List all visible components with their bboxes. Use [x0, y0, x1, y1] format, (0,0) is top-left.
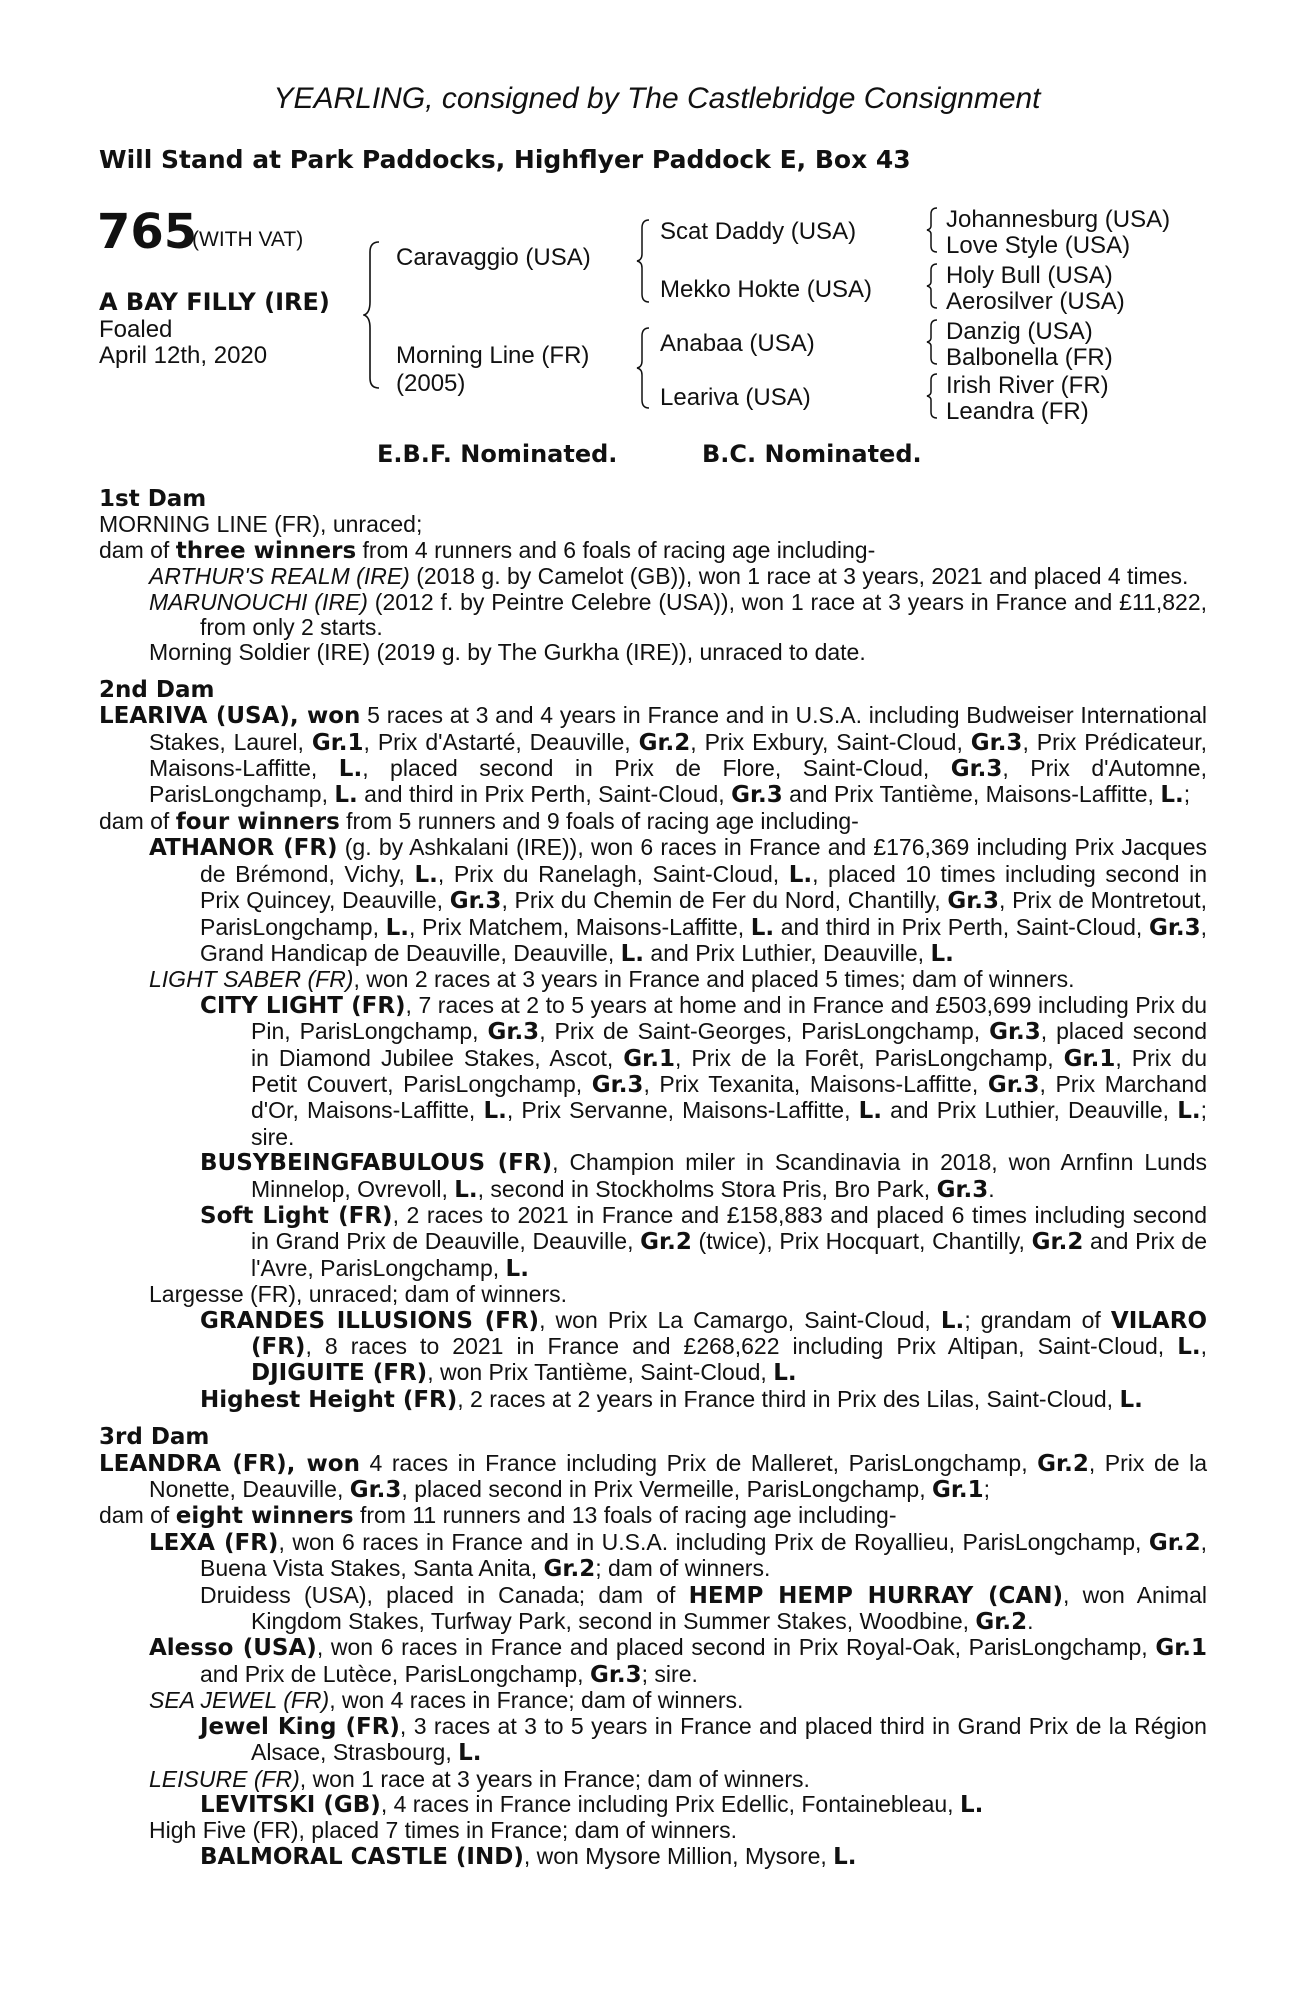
pedigree-dam-sire: Anabaa (USA) [660, 330, 815, 357]
produce-entry: BUSYBEINGFABULOUS (FR), Champion miler in Scandinavia in 2018, won Arnfinn Lunds Minnelop, Ovrevoll, L., second in Stockholms Stora Pris, Bro Park, Gr.3. [200, 1149, 1207, 1203]
second-dam-record: LEARIVA (USA), won 5 races at 3 and 4 years in France and in U.S.A. including Budweiser International Stakes, Laurel, Gr.1, Prix d'Astarté, Deauville, Gr.2, Prix Exbury, Saint-Cloud, Gr.3, Prix Prédicateur, Maisons-Laffitte, L., placed second in Prix de Flore, Saint-Cloud, Gr.3, Prix d'Automne, ParisLongchamp, L. and third in Prix Perth, Saint-Cloud, Gr.3 and Prix Tantième, Maisons-Laffitte, L.; [99, 702, 1207, 809]
pedigree-g3: Holy Bull (USA) [946, 262, 1113, 289]
first-dam-name: MORNING LINE (FR), unraced; [99, 511, 423, 538]
second-dam-heading: 2nd Dam [99, 676, 215, 703]
pedigree-brace-g4 [926, 372, 940, 420]
pedigree-g1: Johannesburg (USA) [946, 206, 1171, 233]
produce-entry: Largesse (FR), unraced; dam of winners. [149, 1281, 568, 1308]
stand-location: Will Stand at Park Paddocks, Highflyer Paddock E, Box 43 [99, 145, 911, 174]
produce-entry: BALMORAL CASTLE (IND), won Mysore Million, Mysore, L. [200, 1842, 857, 1870]
produce-entry: Druidess (USA), placed in Canada; dam of HEMP HEMP HURRAY (CAN), won Animal Kingdom Stakes, Turfway Park, second in Summer Stakes, Woodbine, Gr.2. [200, 1581, 1207, 1636]
vat-note: (WITH VAT) [192, 228, 304, 251]
produce-entry: Soft Light (FR), 2 races to 2021 in France and £158,883 and placed 6 times including second in Grand Prix de Deauville, Deauville, Gr.2 (twice), Prix Hocquart, Chantilly, Gr.2 and Prix de l'Avre, ParisLongchamp, L. [200, 1201, 1208, 1282]
produce-entry: GRANDES ILLUSIONS (FR), won Prix La Camargo, Saint-Cloud, L.; grandam of VILARO (FR), 8 races to 2021 in France and £268,622 including Prix Altipan, Saint-Cloud, L., DJIGUITE (FR), won Prix Tantième, Saint-Cloud, L. [200, 1306, 1207, 1387]
pedigree-sire-dam: Mekko Hokte (USA) [660, 276, 873, 303]
first-dam-heading: 1st Dam [99, 486, 207, 512]
pedigree-g2: Love Style (USA) [946, 232, 1131, 259]
produce-entry: High Five (FR), placed 7 times in France; dam of winners. [149, 1817, 737, 1844]
produce-entry: LEVITSKI (GB), 4 races in France including Prix Edellic, Fontainebleau, L. [200, 1790, 984, 1818]
pedigree-brace-main [363, 240, 383, 390]
ebf-nomination: E.B.F. Nominated. [377, 440, 618, 468]
lot-description: A BAY FILLY (IRE) [99, 288, 330, 316]
pedigree-brace-g1 [926, 206, 940, 254]
pedigree-brace-sire [636, 218, 652, 304]
bc-nomination: B.C. Nominated. [702, 440, 922, 468]
produce-entry: Highest Height (FR), 2 races at 2 years in France third in Prix des Lilas, Saint-Cloud, L. [200, 1385, 1143, 1413]
lot-number: 765 [97, 204, 198, 260]
pedigree-g7: Irish River (FR) [946, 372, 1109, 399]
pedigree-g4: Aerosilver (USA) [946, 288, 1125, 315]
pedigree-g8: Leandra (FR) [946, 398, 1089, 425]
pedigree-brace-dam [636, 326, 652, 410]
pedigree-sire-sire: Scat Daddy (USA) [660, 218, 857, 245]
produce-entry: ARTHUR'S REALM (IRE) (2018 g. by Camelot (GB)), won 1 race at 3 years, 2021 and placed 4 times. [149, 563, 1189, 590]
produce-entry: MARUNOUCHI (IRE) (2012 f. by Peintre Celebre (USA)), won 1 race at 3 years in France and £11,822, from only 2 starts. [149, 588, 1207, 641]
pedigree-sire: Caravaggio (USA) [396, 244, 591, 271]
produce-entry: LEXA (FR), won 6 races in France and in U.S.A. including Prix de Royallieu, ParisLongchamp, Gr.2, Buena Vista Stakes, Santa Anita, Gr.2; dam of winners. [149, 1528, 1207, 1583]
produce-entry: CITY LIGHT (FR), 7 races at 2 to 5 years at home and in France and £503,699 including Prix du Pin, ParisLongchamp, Gr.3, Prix de Saint-Georges, ParisLongchamp, Gr.3, placed second in Diamond Jubilee Stakes, Ascot, Gr.1, Prix de la Forêt, ParisLongchamp, Gr.1, Prix du Petit Couvert, ParisLongchamp, Gr.3, Prix Texanita, Maisons-Laffitte, Gr.3, Prix Marchand d'Or, Maisons-Laffitte, L., Prix Servanne, Maisons-Laffitte, L. and Prix Luthier, Deauville, L.; sire. [200, 991, 1207, 1150]
third-dam-heading: 3rd Dam [99, 1424, 210, 1451]
produce-entry: Morning Soldier (IRE) (2019 g. by The Gurkha (IRE)), unraced to date. [149, 639, 866, 666]
second-dam-produce: dam of four winners from 5 runners and 9 foals of racing age including- [99, 807, 859, 835]
pedigree-dam-year: (2005) [396, 370, 466, 397]
pedigree-brace-g2 [926, 262, 940, 310]
pedigree-brace-g3 [926, 318, 940, 366]
produce-entry: LEISURE (FR), won 1 race at 3 years in France; dam of winners. [149, 1765, 810, 1792]
third-dam-produce: dam of eight winners from 11 runners and 13 foals of racing age including- [99, 1502, 897, 1530]
produce-entry: ATHANOR (FR) (g. by Ashkalani (IRE)), won 6 races in France and £176,369 including Prix Jacques de Brémond, Vichy, L., Prix du Ranelagh, Saint-Cloud, L., placed 10 times including second in Prix Quincey, Deauville, Gr.3, Prix du Chemin de Fer du Nord, Chantilly, Gr.3, Prix de Montretout, ParisLongchamp, L., Prix Matchem, Maisons-Laffitte, L. and third in Prix Perth, Saint-Cloud, Gr.3, Grand Handicap de Deauville, Deauville, L. and Prix Luthier, Deauville, L. [149, 834, 1208, 967]
pedigree-dam: Morning Line (FR) [396, 342, 590, 369]
produce-entry: LIGHT SABER (FR), won 2 races at 3 years in France and placed 5 times; dam of winners. [149, 966, 1075, 993]
produce-entry: Alesso (USA), won 6 races in France and placed second in Prix Royal-Oak, ParisLongchamp, Gr.1 and Prix de Lutèce, ParisLongchamp, Gr.3; sire. [149, 1634, 1207, 1688]
pedigree-g6: Balbonella (FR) [946, 344, 1113, 371]
third-dam-record: LEANDRA (FR), won 4 races in France including Prix de Malleret, ParisLongchamp, Gr.2, Prix de la Nonette, Deauville, Gr.3, placed second in Prix Vermeille, ParisLongchamp, Gr.1; [99, 1449, 1207, 1504]
dam-records [99, 487, 1207, 1870]
pedigree-g5: Danzig (USA) [946, 318, 1093, 345]
sale-header: YEARLING, consigned by The Castlebridge Consignment [273, 82, 1041, 115]
first-dam-produce: dam of three winners from 4 runners and 6 foals of racing age including- [99, 536, 876, 564]
foaled-date: April 12th, 2020 [99, 342, 268, 369]
foaled-label: Foaled [99, 316, 173, 343]
produce-entry: Jewel King (FR), 3 races at 3 to 5 years in France and placed third in Grand Prix de la Région Alsace, Strasbourg, L. [200, 1712, 1207, 1767]
produce-entry: SEA JEWEL (FR), won 4 races in France; dam of winners. [149, 1687, 744, 1714]
pedigree-dam-dam: Leariva (USA) [660, 384, 811, 411]
